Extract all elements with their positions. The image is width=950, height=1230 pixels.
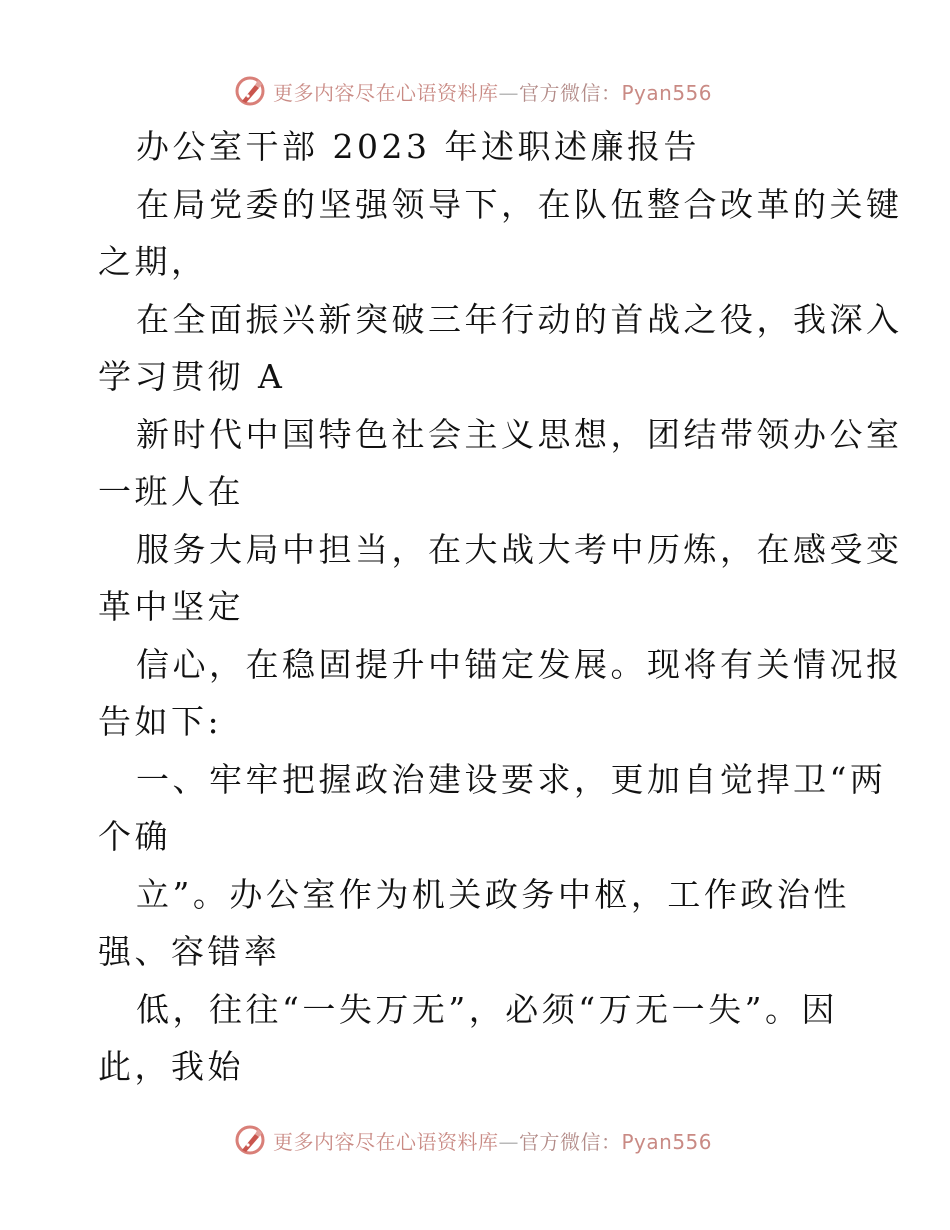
paragraph-line: 立”。办公室作为机关政务中枢，工作政治性: [136, 874, 850, 914]
paragraph-line: 在局党委的坚强领导下，在队伍整合改革的关键: [136, 184, 903, 224]
document-body: [98, 118, 903, 1096]
paragraph-line: 一班人在: [98, 472, 244, 511]
watermark-text: [273, 1126, 712, 1155]
pen-nib-seal-icon: [233, 1123, 267, 1157]
footer-watermark: [233, 1120, 712, 1160]
paragraph-line: 低，往往“一失万无”，必须“万无一失”。因: [136, 989, 838, 1029]
watermark-label: 官方微信：: [519, 80, 622, 105]
paragraph-line: 告如下:: [98, 702, 223, 741]
paragraph-line: 之期，: [98, 242, 208, 281]
paragraph-line: 学习贯彻 A: [98, 357, 286, 396]
section-heading-line: 个确: [98, 817, 171, 856]
watermark-separator: —: [498, 1129, 519, 1154]
paragraph-line: 信心，在稳固提升中锚定发展。现将有关情况报: [136, 644, 903, 684]
document-title: 办公室干部 2023 年述职述廉报告: [136, 127, 700, 166]
paragraph-line: 服务大局中担当，在大战大考中历炼，在感受变: [136, 529, 903, 569]
watermark-brand: 更多内容尽在心语资料库: [273, 80, 499, 105]
paragraph-line: 新时代中国特色社会主义思想，团结带领办公室: [136, 414, 903, 454]
paragraph-line: 在全面振兴新突破三年行动的首战之役，我深入: [136, 299, 903, 339]
section-heading-line: 一、牢牢把握政治建设要求，更加自觉捍卫“两: [136, 759, 887, 799]
watermark-brand: 更多内容尽在心语资料库: [273, 1129, 499, 1154]
pen-nib-seal-icon: [233, 74, 267, 108]
watermark-contact-id: Pyan556: [621, 80, 713, 105]
watermark-label: 官方微信：: [519, 1129, 622, 1154]
header-watermark: [233, 71, 712, 111]
watermark-text: [273, 77, 712, 106]
paragraph-line: 革中坚定: [98, 587, 244, 626]
watermark-contact-id: Pyan556: [621, 1129, 713, 1154]
paragraph-line: 此，我始: [98, 1047, 244, 1086]
paragraph-line: 强、容错率: [98, 932, 281, 971]
watermark-separator: —: [498, 80, 519, 105]
